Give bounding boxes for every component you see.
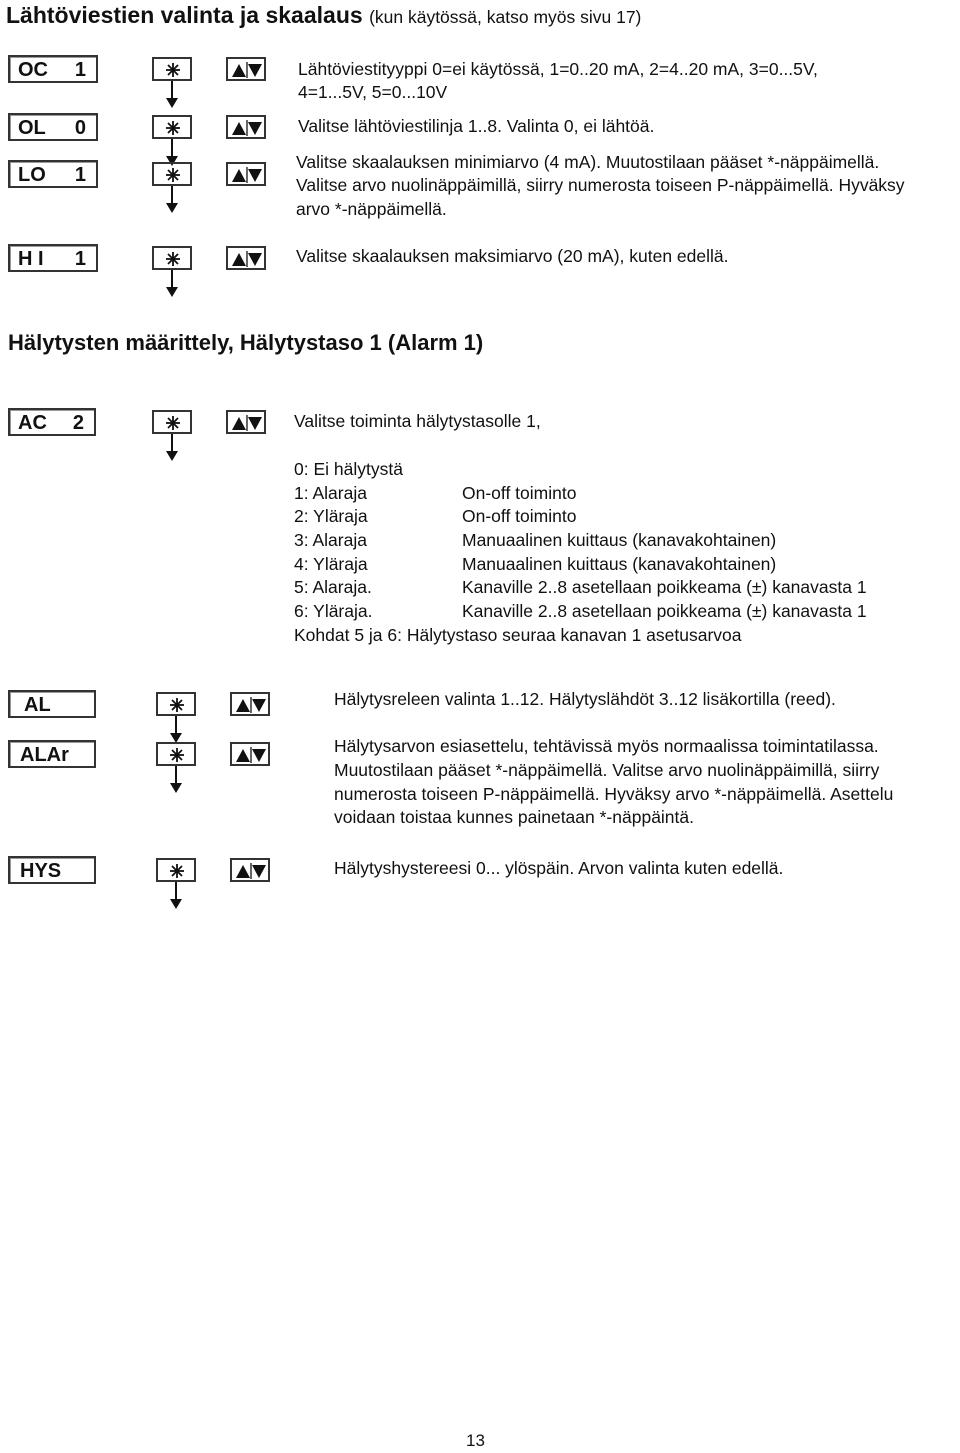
display-code-oc	[8, 55, 98, 83]
option-number: 6: Yläraja.	[294, 601, 373, 622]
option-number: 1: Alaraja	[294, 482, 367, 503]
code-value: 2	[72, 412, 84, 434]
down-arrow-icon	[169, 766, 183, 794]
up-down-arrow-keys-icon	[226, 162, 266, 186]
option-desc: Kanaville 2..8 asetellaan poikkeama (±) kanavasta 1	[462, 601, 867, 622]
row-text-line: voidaan toistaa kunnes painetaan *-näppäintä.	[334, 807, 694, 827]
section-title-text: Lähtöviestien valinta ja skaalaus	[6, 2, 363, 28]
key-group-lo	[152, 162, 272, 214]
option-number: 4: Yläraja	[294, 553, 368, 574]
key-group-ol	[152, 115, 272, 167]
code-label: AL	[24, 694, 51, 716]
option-number: 3: Alaraja	[294, 530, 367, 551]
option-desc: Kanaville 2..8 asetellaan poikkeama (±) kanavasta 1	[462, 577, 867, 598]
asterisk-key-icon	[152, 246, 192, 270]
up-down-arrow-keys-icon	[226, 410, 266, 434]
section-subtitle: (kun käytössä, katso myös sivu 17)	[369, 7, 642, 27]
row-text-line: numerosta toiseen P-näppäimellä. Hyväksy arvo *-näppäimellä. Asettelu	[334, 784, 894, 804]
key-group-ac	[152, 410, 272, 462]
up-down-arrow-keys-icon	[226, 115, 266, 139]
display-code-lo	[8, 160, 98, 188]
code-label: H I	[18, 248, 44, 270]
row-text-line: Lähtöviestityyppi 0=ei käytössä, 1=0..20 mA, 2=4..20 mA, 3=0...5V,	[298, 59, 818, 79]
asterisk-key-icon	[152, 162, 192, 186]
code-value: 1	[74, 248, 86, 270]
row-text-line: Valitse lähtöviestilinja 1..8. Valinta 0, ei lähtöä.	[298, 116, 655, 136]
row-text-line: Hälytyshystereesi 0... ylöspäin. Arvon valinta kuten edellä.	[334, 858, 784, 878]
code-label: HYS	[20, 860, 62, 882]
down-arrow-icon	[165, 270, 179, 298]
display-code-hys	[8, 856, 96, 884]
option-number: 5: Alaraja.	[294, 577, 372, 598]
down-arrow-icon	[165, 186, 179, 214]
display-code-ol	[8, 113, 98, 141]
code-value: 1	[74, 59, 86, 81]
row-text-line: Muutostilaan pääset *-näppäimellä. Valitse arvo nuolinäppäimillä, siirry	[334, 760, 880, 780]
page-number: 13	[466, 1431, 485, 1450]
up-down-arrow-keys-icon	[226, 246, 266, 270]
code-label: OC	[18, 59, 48, 81]
display-code-al	[8, 690, 96, 718]
up-down-arrow-keys-icon	[226, 57, 266, 81]
asterisk-key-icon	[152, 57, 192, 81]
row-text-line: Valitse skaalauksen maksimiarvo (20 mA), kuten edellä.	[296, 246, 729, 266]
row-text-line: Valitse arvo nuolinäppäimillä, siirry numerosta toiseen P-näppäimellä. Hyväksy	[296, 175, 905, 195]
code-value: 1	[74, 164, 86, 186]
option-number: 2: Yläraja	[294, 506, 368, 527]
asterisk-key-icon	[152, 115, 192, 139]
asterisk-key-icon	[156, 692, 196, 716]
key-group-al	[156, 692, 276, 744]
option-desc: On-off toiminto	[462, 506, 577, 527]
up-down-arrow-keys-icon	[230, 692, 270, 716]
down-arrow-icon	[165, 434, 179, 462]
display-code-alar	[8, 740, 96, 768]
row-text-line: Valitse toiminta hälytystasolle 1,	[294, 411, 541, 431]
up-down-arrow-keys-icon	[230, 742, 270, 766]
display-code-ac	[8, 408, 96, 436]
key-group-hi	[152, 246, 272, 298]
section-title-output	[6, 0, 641, 32]
row-text-line: 4=1...5V, 5=0...10V	[298, 82, 448, 102]
key-group-oc	[152, 57, 272, 109]
display-code-hi	[8, 244, 98, 272]
option-desc: Manuaalinen kuittaus (kanavakohtainen)	[462, 530, 777, 551]
key-group-alar	[156, 742, 276, 794]
option-desc: On-off toiminto	[462, 482, 577, 503]
row-text-line: arvo *-näppäimellä.	[296, 199, 447, 219]
option-desc: Manuaalinen kuittaus (kanavakohtainen)	[462, 553, 777, 574]
section-title-alarm: Hälytysten määrittely, Hälytystaso 1 (Alarm 1)	[8, 330, 484, 355]
code-label: AC	[18, 412, 47, 434]
code-label: LO	[18, 164, 46, 186]
down-arrow-icon	[169, 882, 183, 910]
option-number: 0: Ei hälytystä	[294, 459, 403, 479]
down-arrow-icon	[165, 81, 179, 109]
row-text-line: Hälytysarvon esiasettelu, tehtävissä myös normaalissa toimintatilassa.	[334, 736, 879, 756]
row-text-line: Valitse skaalauksen minimiarvo (4 mA). Muutostilaan pääset *-näppäimellä.	[296, 152, 880, 172]
note-text: Kohdat 5 ja 6: Hälytystaso seuraa kanavan 1 asetusarvoa	[294, 624, 742, 645]
asterisk-key-icon	[156, 742, 196, 766]
up-down-arrow-keys-icon	[230, 858, 270, 882]
key-group-hys	[156, 858, 276, 910]
code-label: ALAr	[20, 744, 69, 766]
code-value: 0	[74, 117, 86, 139]
asterisk-key-icon	[152, 410, 192, 434]
down-arrow-icon	[169, 716, 183, 744]
asterisk-key-icon	[156, 858, 196, 882]
code-label: OL	[18, 117, 46, 139]
row-text-line: Hälytysreleen valinta 1..12. Hälytyslähdöt 3..12 lisäkortilla (reed).	[334, 689, 836, 709]
